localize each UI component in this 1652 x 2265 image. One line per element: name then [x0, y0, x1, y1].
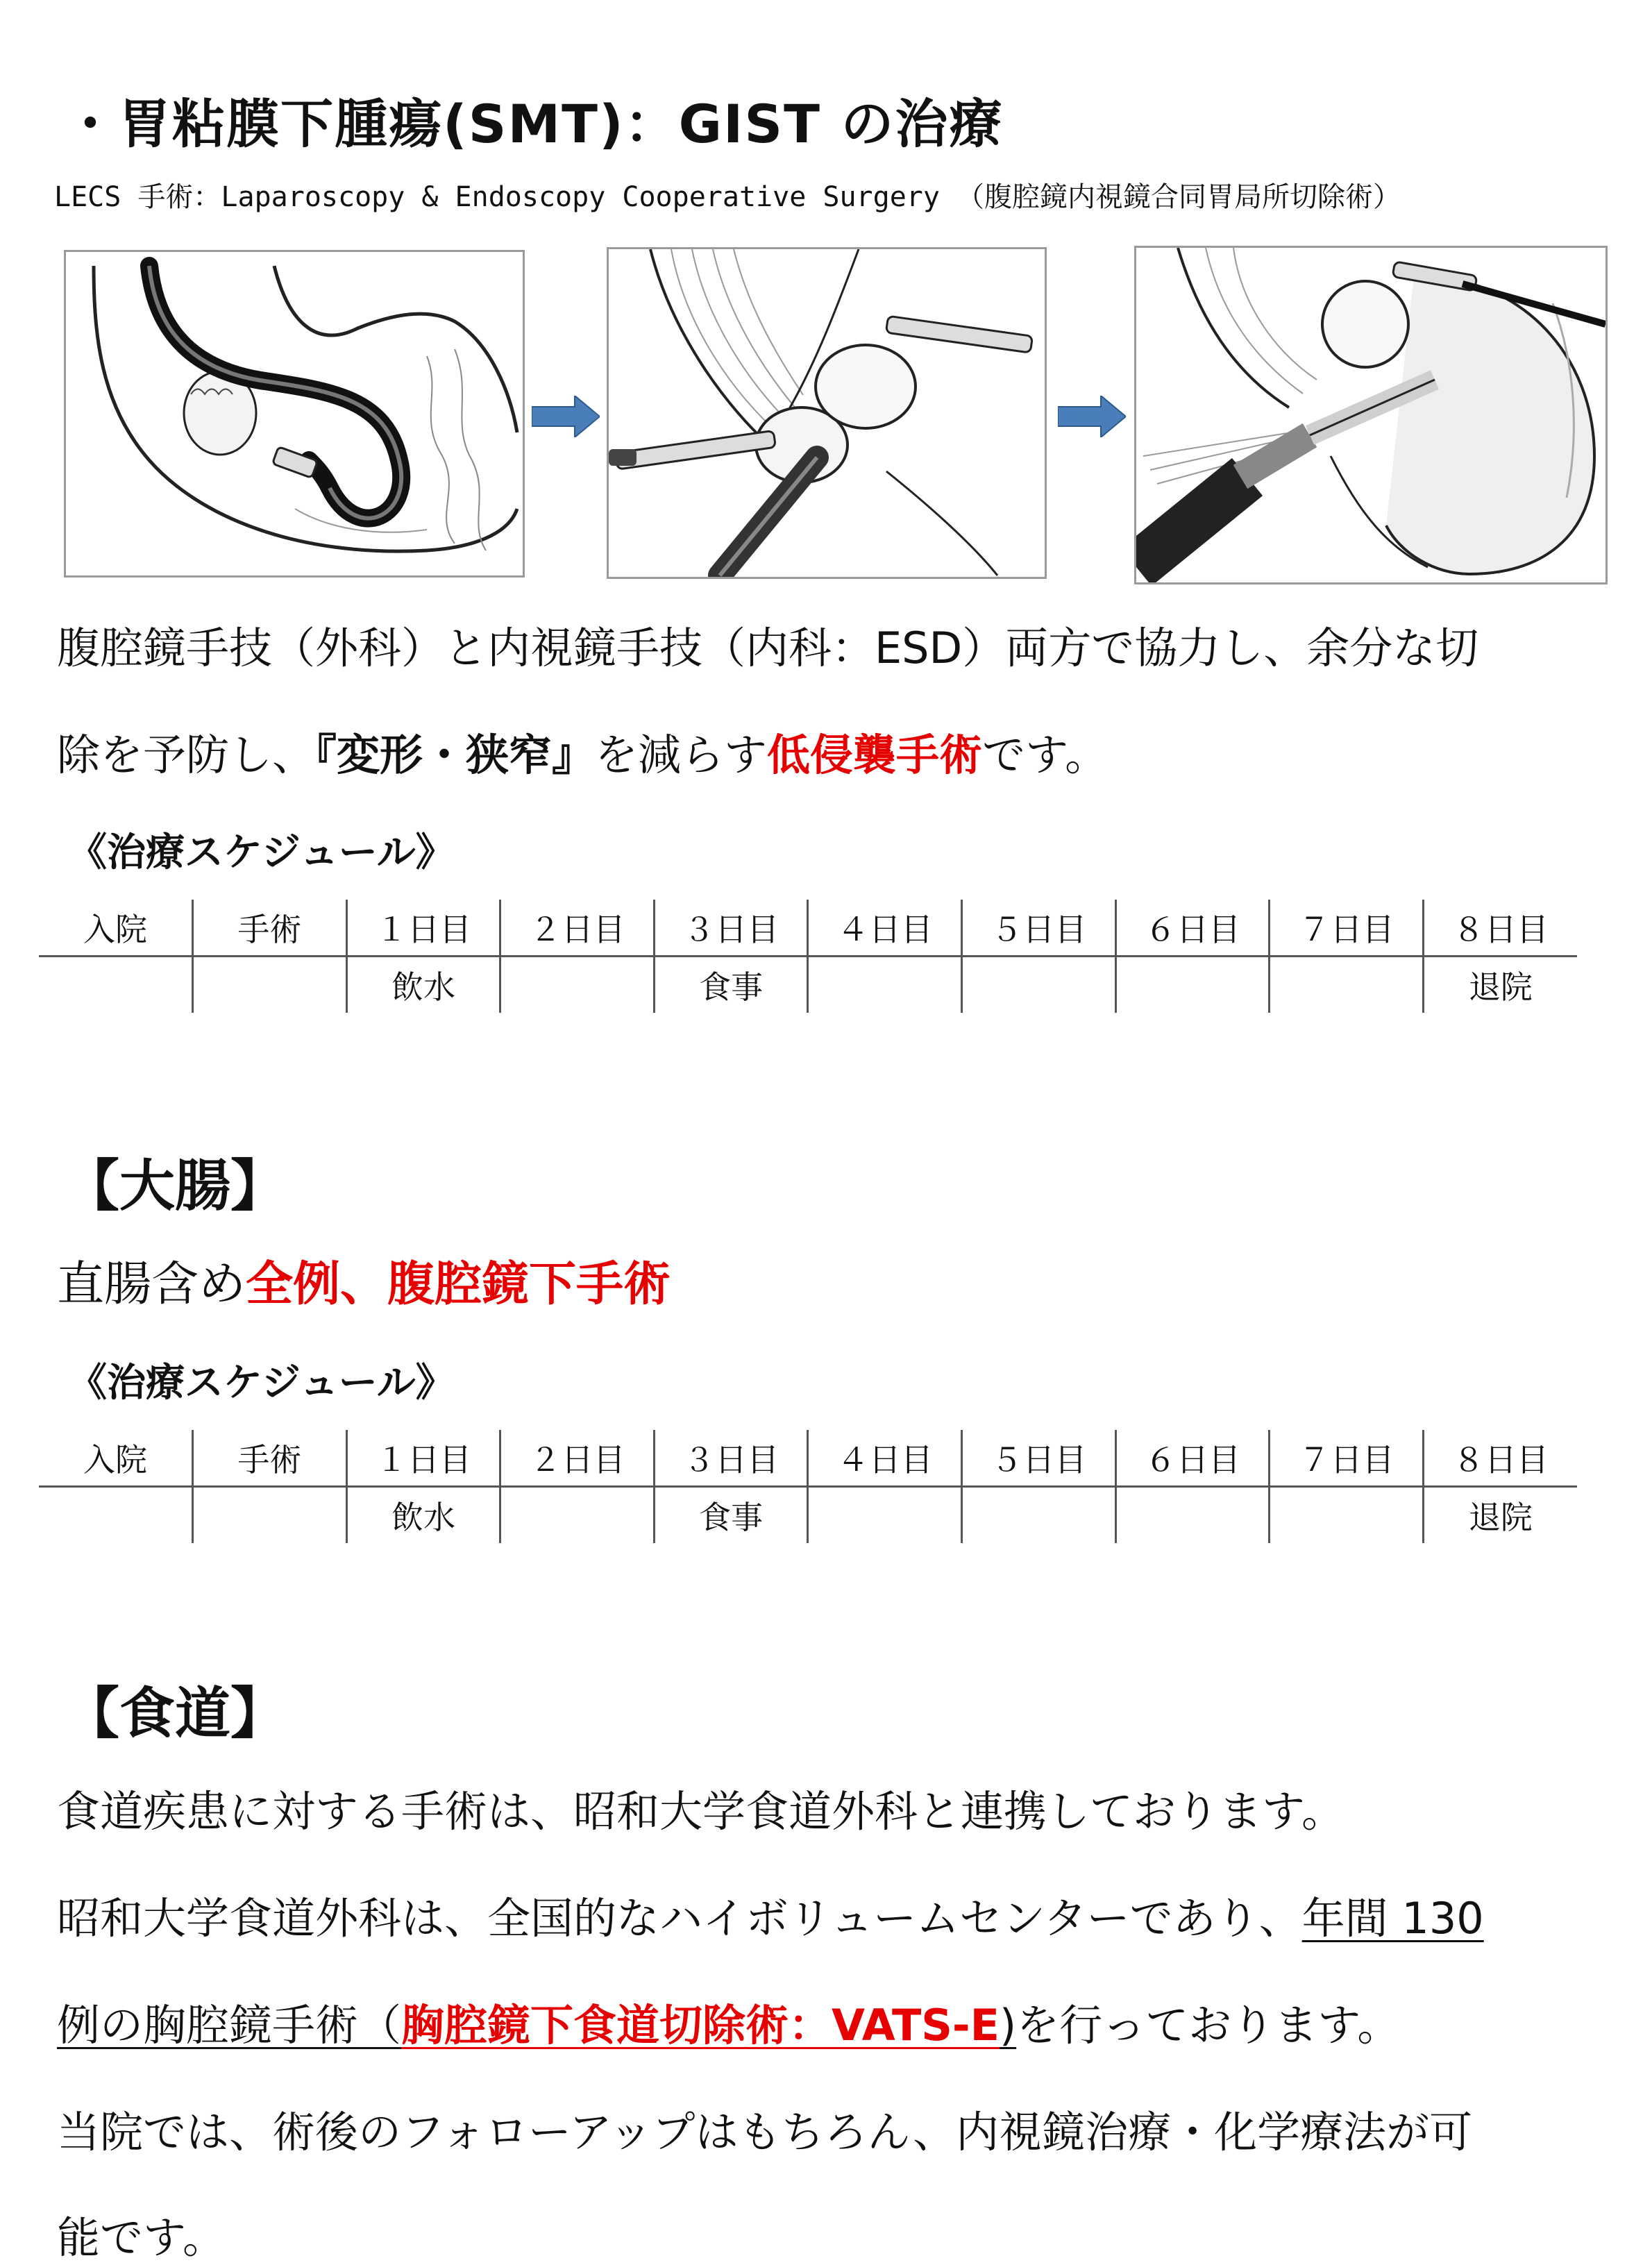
schedule-cell: 食事: [654, 1487, 808, 1544]
arrow-right-icon: [1058, 396, 1126, 440]
esophagus-line2: [57, 1884, 1484, 1946]
schedule-event-row: [39, 1487, 1577, 1544]
colon-description: [57, 1247, 671, 1314]
esophagus-line1: 食道疾患に対する手術は、昭和大学食道外科と連携しております。: [57, 1786, 1345, 1837]
schedule-cell: [193, 1487, 347, 1544]
schedule-table-gastric: [39, 900, 1577, 1013]
schedule-header-cell: 手術: [193, 1430, 347, 1487]
schedule-cell: [962, 957, 1116, 1013]
illustration-stapler-closure: [1134, 246, 1608, 584]
text-fragment: ): [1000, 2000, 1017, 2051]
schedule-header-cell: 手術: [193, 900, 347, 957]
minimally-invasive-emphasis: 低侵襲手術: [767, 730, 983, 780]
text-fragment: 除を予防し、: [57, 730, 316, 780]
schedule-cell: 飲水: [346, 1487, 500, 1544]
lecs-description-line2: [57, 721, 1108, 782]
text-fragment: 例の胸腔鏡手術（: [57, 2000, 402, 2051]
text-fragment: 昭和大学食道外科は、全国的なハイボリュームセンターであり、: [57, 1893, 1302, 1944]
schedule-header-cell: ５日目: [962, 1430, 1116, 1487]
illustration-laparoscopic-resection: [607, 247, 1047, 579]
schedule-header-cell: １日目: [346, 1430, 500, 1487]
schedule-header-cell: ４日目: [808, 900, 962, 957]
schedule-header-cell: ４日目: [808, 1430, 962, 1487]
schedule-event-row: [39, 957, 1577, 1013]
schedule-header-cell: ６日目: [1115, 1430, 1270, 1487]
all-laparoscopic-emphasis: 全例、腹腔鏡下手術: [246, 1257, 671, 1312]
schedule-header-cell: ６日目: [1115, 900, 1270, 957]
schedule-header-cell: ３日目: [654, 1430, 808, 1487]
text-fragment: です。: [982, 730, 1109, 780]
schedule-heading-gastric: 《治療スケジュール》: [68, 830, 455, 875]
esophagus-line5: 能です。: [57, 2212, 226, 2263]
schedule-cell: 食事: [654, 957, 808, 1013]
schedule-cell: [808, 1487, 962, 1544]
esophagus-line4: 当院では、術後のフォローアップはもちろん、内視鏡治療・化学療法が可: [57, 2107, 1473, 2157]
schedule-cell: [500, 957, 655, 1013]
schedule-cell: [39, 957, 193, 1013]
schedule-header-cell: ８日目: [1423, 1430, 1577, 1487]
schedule-cell: [962, 1487, 1116, 1544]
schedule-header-cell: ８日目: [1423, 900, 1577, 957]
schedule-cell: 退院: [1423, 957, 1577, 1013]
schedule-cell: 飲水: [346, 957, 500, 1013]
schedule-cell: [1115, 1487, 1270, 1544]
schedule-cell: [500, 1487, 655, 1544]
schedule-heading-colon: 《治療スケジュール》: [68, 1361, 455, 1406]
schedule-header-cell: 入院: [39, 1430, 193, 1487]
schedule-table-colon: [39, 1430, 1577, 1543]
arrow-right-icon: [532, 396, 600, 440]
lecs-subtitle: LECS 手術：Laparoscopy & Endoscopy Cooperative Surgery （腹腔鏡内視鏡合同胃局所切除術）: [54, 181, 1401, 213]
schedule-cell: 退院: [1423, 1487, 1577, 1544]
schedule-header-cell: １日目: [346, 900, 500, 957]
annual-cases-underlined: 年間 130: [1301, 1893, 1484, 1944]
text-fragment: を行っております。: [1016, 2000, 1401, 2051]
schedule-cell: [1270, 957, 1424, 1013]
schedule-header-cell: ２日目: [500, 1430, 655, 1487]
illustration-stomach-endoscope: [64, 250, 525, 578]
schedule-header-cell: ７日目: [1270, 900, 1424, 957]
esophagus-line3: [57, 1991, 1400, 2053]
schedule-header-row: [39, 900, 1577, 957]
schedule-header-row: [39, 1430, 1577, 1487]
colon-heading: 【大腸】: [64, 1154, 286, 1218]
lecs-description-line1: 腹腔鏡手技（外科）と内視鏡手技（内科：ESD）両方で協力し、余分な切: [57, 623, 1479, 673]
schedule-header-cell: ３日目: [654, 900, 808, 957]
schedule-header-cell: 入院: [39, 900, 193, 957]
text-fragment: 直腸含め: [57, 1257, 246, 1312]
text-fragment: を減らす: [595, 730, 768, 780]
esophagus-heading: 【食道】: [64, 1681, 286, 1746]
schedule-cell: [1115, 957, 1270, 1013]
schedule-header-cell: ７日目: [1270, 1430, 1424, 1487]
schedule-cell: [193, 957, 347, 1013]
schedule-header-cell: ５日目: [962, 900, 1116, 957]
schedule-cell: [39, 1487, 193, 1544]
schedule-cell: [1270, 1487, 1424, 1544]
vats-e-emphasis: 胸腔鏡下食道切除術：VATS-E: [401, 2000, 1000, 2051]
schedule-cell: [808, 957, 962, 1013]
schedule-header-cell: ２日目: [500, 900, 655, 957]
deformation-stenosis-emphasis: 『変形・狭窄』: [315, 730, 596, 780]
page-title: ・胃粘膜下腫瘍(SMT)：GIST の治療: [64, 93, 1004, 155]
